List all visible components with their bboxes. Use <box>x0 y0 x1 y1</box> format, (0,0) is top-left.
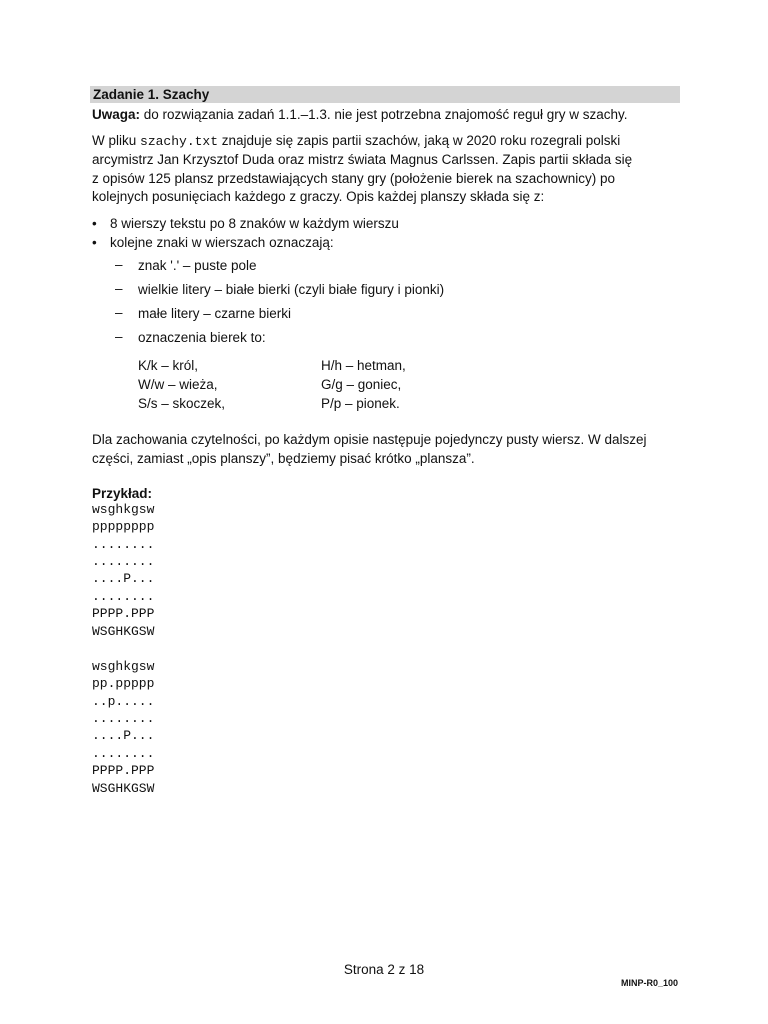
dash-icon: – <box>115 257 123 272</box>
note-label: Uwaga: <box>92 107 141 122</box>
note-text: do rozwiązania zadań 1.1.–1.3. nie jest potrzebna znajomość reguł gry w szachy. <box>140 107 628 122</box>
intro-line-1 <box>92 131 620 151</box>
piece-queen: H/h – hetman, <box>321 358 406 373</box>
bullet-item-2 <box>92 235 334 250</box>
board1-row: WSGHKGSW <box>92 624 155 639</box>
subitem-3: małe litery – czarne bierki <box>138 306 292 321</box>
dash-icon: – <box>115 305 123 320</box>
intro-line-3: z opisów 125 plansz przedstawiających stany gry (położenie bierek na szachownicy) po <box>92 171 616 186</box>
paragraph-line-1: Dla zachowania czytelności, po każdym opisie następuje pojedynczy pusty wiersz. W dalszej <box>92 432 647 447</box>
board2-row: ....P... <box>92 728 155 743</box>
piece-pawn: P/p – pionek. <box>321 396 400 411</box>
board1-row: PPPP.PPP <box>92 606 155 621</box>
board2-row: pp.ppppp <box>92 676 155 691</box>
board1-row: ........ <box>92 589 155 604</box>
piece-knight: S/s – skoczek, <box>138 396 226 411</box>
note-line <box>92 105 628 124</box>
board2-row: ........ <box>92 711 155 726</box>
board1-row: ........ <box>92 554 155 569</box>
board1-row: wsghkgsw <box>92 502 155 517</box>
bullet-text-1: 8 wierszy tekstu po 8 znaków w każdym wierszu <box>110 216 399 231</box>
dash-icon: – <box>115 329 123 344</box>
paragraph-line-2: części, zamiast „opis planszy”, będziemy pisać krótko „plansza”. <box>92 451 475 466</box>
file-name: szachy.txt <box>140 134 219 149</box>
intro-line1-after: znajduje się zapis partii szachów, jaką w 2020 roku rozegrali polski <box>218 133 621 148</box>
piece-king: K/k – król, <box>138 358 199 373</box>
example-label: Przykład: <box>92 486 153 501</box>
board2-row: wsghkgsw <box>92 659 155 674</box>
piece-rook: W/w – wieża, <box>138 377 218 392</box>
board2-row: WSGHKGSW <box>92 781 155 796</box>
intro-line1-before: W pliku <box>92 133 141 148</box>
subitem-2: wielkie litery – białe bierki (czyli białe figury i pionki) <box>138 282 445 297</box>
board2-row: ..p..... <box>92 694 155 709</box>
board2-row: PPPP.PPP <box>92 763 155 778</box>
document-code: MINP-R0_100 <box>620 978 678 988</box>
board2-row: ........ <box>92 746 155 761</box>
bullet-text-2: kolejne znaki w wierszach oznaczają: <box>110 235 334 250</box>
bullet-item-1 <box>92 216 399 231</box>
page-number: Strona 2 z 18 <box>343 962 425 977</box>
board1-row: ........ <box>92 537 155 552</box>
dash-icon: – <box>115 281 123 296</box>
bullet-dot-icon: • <box>92 216 97 231</box>
subitem-1: znak '.' – puste pole <box>138 258 257 273</box>
intro-line-2: arcymistrz Jan Krzysztof Duda oraz mistrz świata Magnus Carlssen. Zapis partii składa się <box>92 152 633 167</box>
bullet-dot-icon: • <box>92 235 97 250</box>
task-title-bar <box>90 86 680 103</box>
subitem-4: oznaczenia bierek to: <box>138 330 266 345</box>
intro-line-4: kolejnych posunięciach każdego z graczy. Opis każdej planszy składa się z: <box>92 189 545 204</box>
task-title: Zadanie 1. Szachy <box>93 87 210 102</box>
piece-bishop: G/g – goniec, <box>321 377 402 392</box>
board1-row: pppppppp <box>92 519 155 534</box>
board1-row: ....P... <box>92 571 155 586</box>
